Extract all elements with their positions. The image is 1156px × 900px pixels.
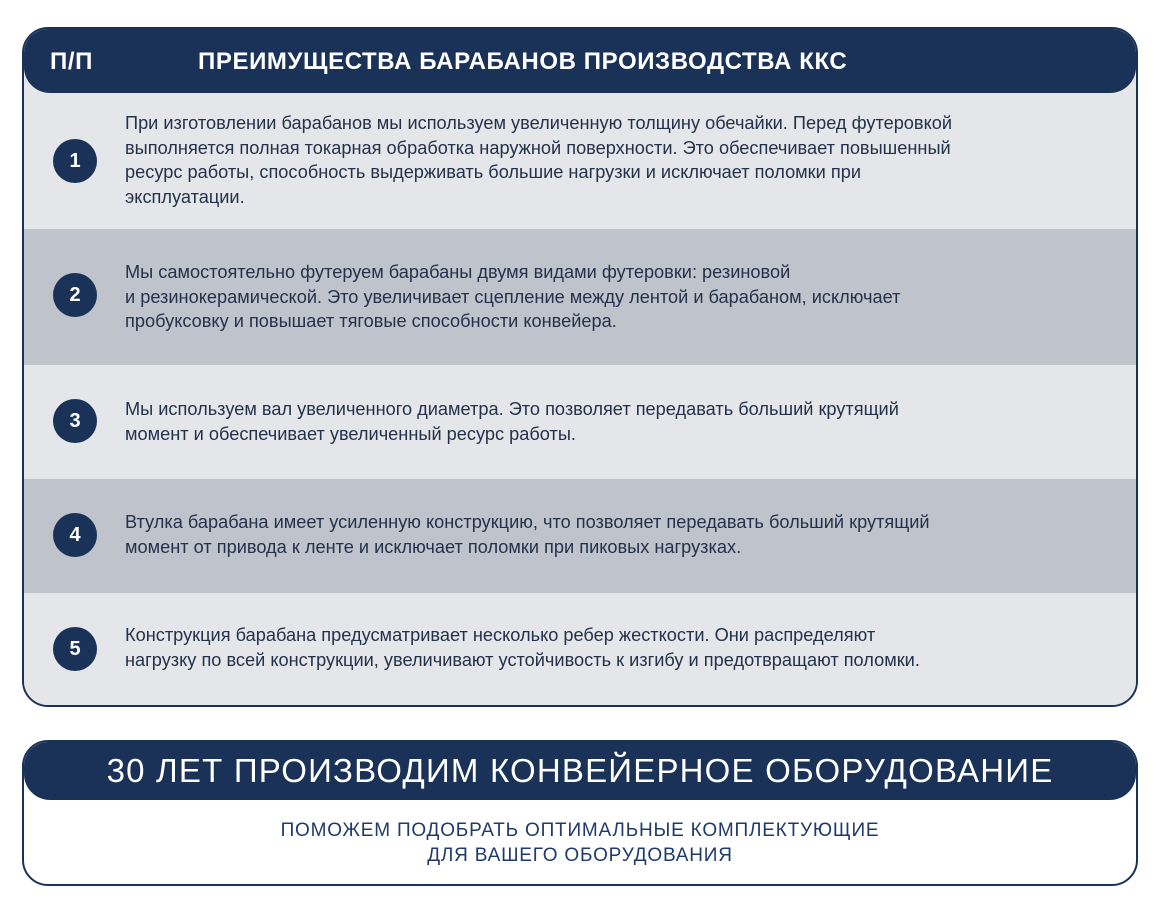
row-text: Втулка барабана имеет усиленную конструкцию, что позволяет передавать больший крутящий момент от привода к ленте и исключает поломки при пиковых нагрузках. [125,512,930,557]
row-number-badge: 4 [53,513,97,557]
header-number-column: П/П [50,48,93,75]
row-number-badge: 3 [53,399,97,443]
row-text: При изготовлении барабанов мы используем увеличенную толщину обечайки. Перед футеровкой выполняется полная токарная обработка наружной поверхности. Это обеспечивает повышенный ресурс работы, способность выдерживать большие нагрузки и исключает поломки при эксплуатации. [125,113,953,207]
row-text: Мы используем вал увеличенного диаметра. Это позволяет передавать больший крутящий момент и обеспечивает увеличенный ресурс работы. [125,399,899,444]
row-number-badge: 5 [53,627,97,671]
row-text: Конструкция барабана предусматривает несколько ребер жесткости. Они распределяют нагрузку по всей конструкции, увеличивают устойчивость к изгибу и предотвращают поломки. [125,625,920,670]
table-header [24,29,1136,93]
promo-title: 30 ЛЕТ ПРОИЗВОДИМ КОНВЕЙЕРНОЕ ОБОРУДОВАНИЕ [24,742,1136,800]
promo-subtitle-line-2: ДЛЯ ВАШЕГО ОБОРУДОВАНИЯ [427,845,733,866]
row-number-badge: 1 [53,139,97,183]
table-title: ПРЕИМУЩЕСТВА БАРАБАНОВ ПРОИЗВОДСТВА ККС [198,48,848,75]
table-row [24,365,1136,479]
promo-subtitle-line-1: ПОМОЖЕМ ПОДОБРАТЬ ОПТИМАЛЬНЫЕ КОМПЛЕКТУЮЩИЕ [280,820,880,841]
table-row [24,593,1136,707]
advantages-table [22,27,1138,707]
row-text: Мы самостоятельно футеруем барабаны двумя видами футеровки: резиновой и резинокерамической. Это увеличивает сцепление между лентой и барабаном, исключает пробуксовку и повышает тяговые способности конвейера. [125,262,901,331]
row-number-badge: 2 [53,273,97,317]
table-row [24,93,1136,229]
table-row [24,479,1136,593]
table-row [24,229,1136,365]
promo-subtitle [24,818,1136,868]
promo-card [22,740,1138,886]
